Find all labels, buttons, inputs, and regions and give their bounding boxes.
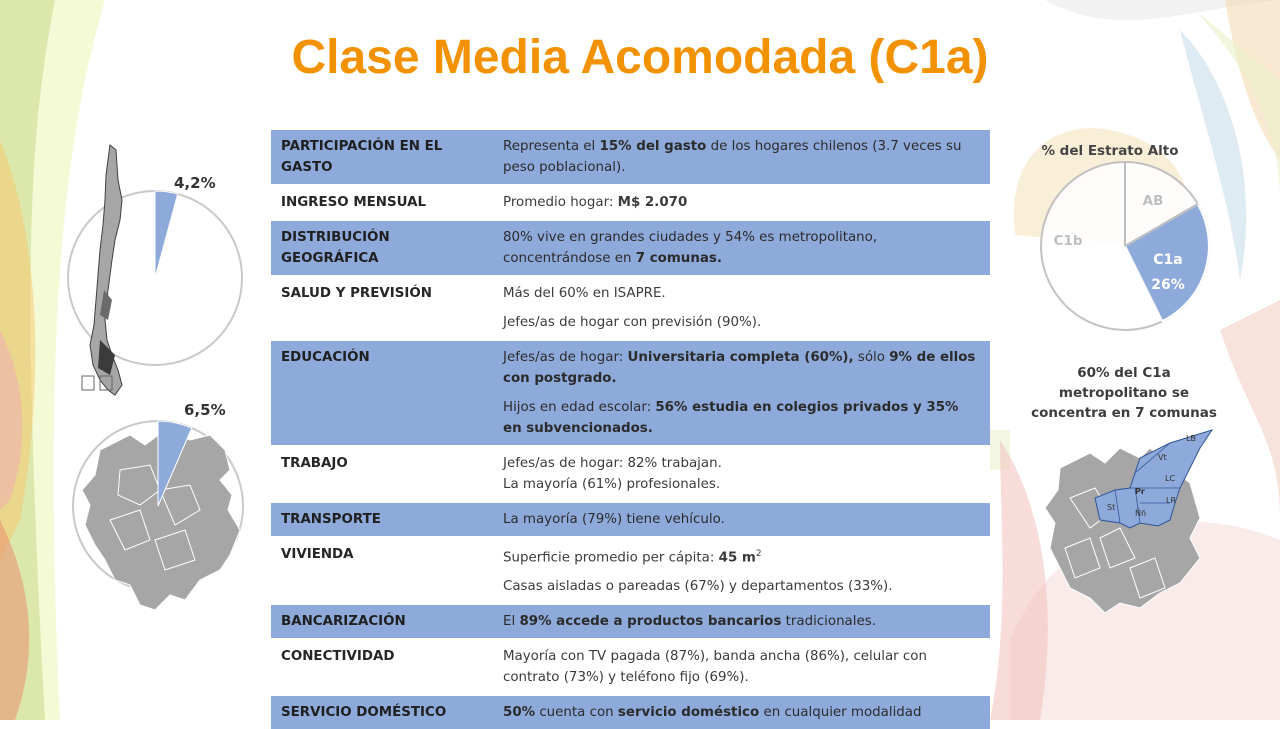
row-paragraph: 50% cuenta con servicio doméstico en cualquier modalidad (503, 705, 922, 721)
pie-title: % del Estrato Alto (1041, 143, 1179, 159)
table-row (271, 130, 990, 185)
comuna-label: St (1107, 503, 1116, 512)
pie-value-c1a: 26% (1151, 277, 1185, 293)
row-label: INGRESO MENSUAL (271, 185, 493, 220)
national-pct-label: 4,2% (174, 174, 216, 192)
comunas-map (1040, 428, 1220, 618)
row-paragraph: Jefes/as de hogar: 82% trabajan. La mayoría (61%) profesionales. (503, 456, 722, 492)
comuna-label: Pr (1135, 487, 1145, 496)
table-row (271, 537, 990, 604)
comuna-label: Ññ (1135, 509, 1147, 518)
chile-national-pie (60, 140, 260, 410)
table-row (271, 276, 990, 340)
row-value (493, 695, 990, 729)
table-row (271, 604, 990, 639)
row-label: TRANSPORTE (271, 502, 493, 537)
row-label: BANCARIZACIÓN (271, 604, 493, 639)
table-row (271, 695, 990, 729)
row-value (493, 537, 990, 604)
metro-pct-label: 6,5% (184, 401, 226, 419)
row-value (493, 276, 990, 340)
row-paragraph: 80% vive en grandes ciudades y 54% es metropolitano, concentrándose en 7 comunas. (503, 230, 878, 266)
row-paragraph: El 89% accede a productos bancarios tradicionales. (503, 614, 876, 630)
row-value (493, 639, 990, 695)
table-row (271, 220, 990, 276)
table-row (271, 639, 990, 695)
row-paragraph: Jefes/as de hogar: Universitaria completa (60%), sólo 9% de ellos con postgrado. (503, 350, 976, 386)
row-label: TRABAJO (271, 446, 493, 502)
table-row (271, 446, 990, 502)
row-value (493, 185, 990, 220)
row-label: EDUCACIÓN (271, 340, 493, 446)
row-label: SALUD Y PREVISIÓN (271, 276, 493, 340)
santiago-metro-pie (70, 410, 250, 620)
row-label: PARTICIPACIÓN EN EL GASTO (271, 130, 493, 185)
row-value (493, 446, 990, 502)
row-paragraph: La mayoría (79%) tiene vehículo. (503, 512, 725, 527)
row-paragraph: Jefes/as de hogar con previsión (90%). (503, 315, 762, 330)
estrato-alto-pie (1035, 160, 1215, 340)
row-paragraph: Superficie promedio per cápita: 45 $m^2$ (503, 549, 762, 566)
row-paragraph: Más del 60% en ISAPRE. (503, 286, 666, 301)
row-paragraph: Hijos en edad escolar: 56% estudia en colegios privados y 35% en subvencionados. (503, 400, 959, 436)
row-paragraph: Promedio hogar: M$ 2.070 (503, 195, 688, 210)
comuna-label: LR (1166, 496, 1177, 505)
page-title: Clase Media Acomodada (C1a) (291, 31, 989, 84)
pie-label-c1a: C1a (1153, 252, 1183, 268)
table-row (271, 502, 990, 537)
row-label: SERVICIO DOMÉSTICO (271, 695, 493, 729)
pie-label-ab: AB (1142, 193, 1164, 209)
row-value (493, 604, 990, 639)
row-paragraph: Mayoría con TV pagada (87%), banda ancha (86%), celular con contrato (73%) y teléfono fijo (69%). (503, 649, 927, 686)
comuna-label: Vt (1158, 453, 1167, 462)
legend-box (82, 376, 94, 390)
row-value (493, 220, 990, 276)
row-paragraph: Representa el 15% del gasto de los hogares chilenos (3.7 veces su peso poblacional). (503, 139, 962, 175)
map-caption: 60% del C1a metropolitano se concentra en 7 comunas (1031, 365, 1217, 421)
row-value (493, 502, 990, 537)
table-row (271, 340, 990, 446)
row-paragraph: Casas aisladas o pareadas (67%) y departamentos (33%). (503, 579, 893, 595)
row-label: DISTRIBUCIÓN GEOGRÁFICA (271, 220, 493, 276)
table-row (271, 185, 990, 220)
comuna-label: LB (1186, 434, 1196, 443)
row-label: CONECTIVIDAD (271, 639, 493, 695)
row-label: VIVIENDA (271, 537, 493, 604)
profile-table (271, 130, 990, 729)
row-value (493, 340, 990, 446)
comuna-label: LC (1165, 474, 1176, 483)
pie-label-c1b: C1b (1053, 233, 1083, 249)
row-value (493, 130, 990, 185)
